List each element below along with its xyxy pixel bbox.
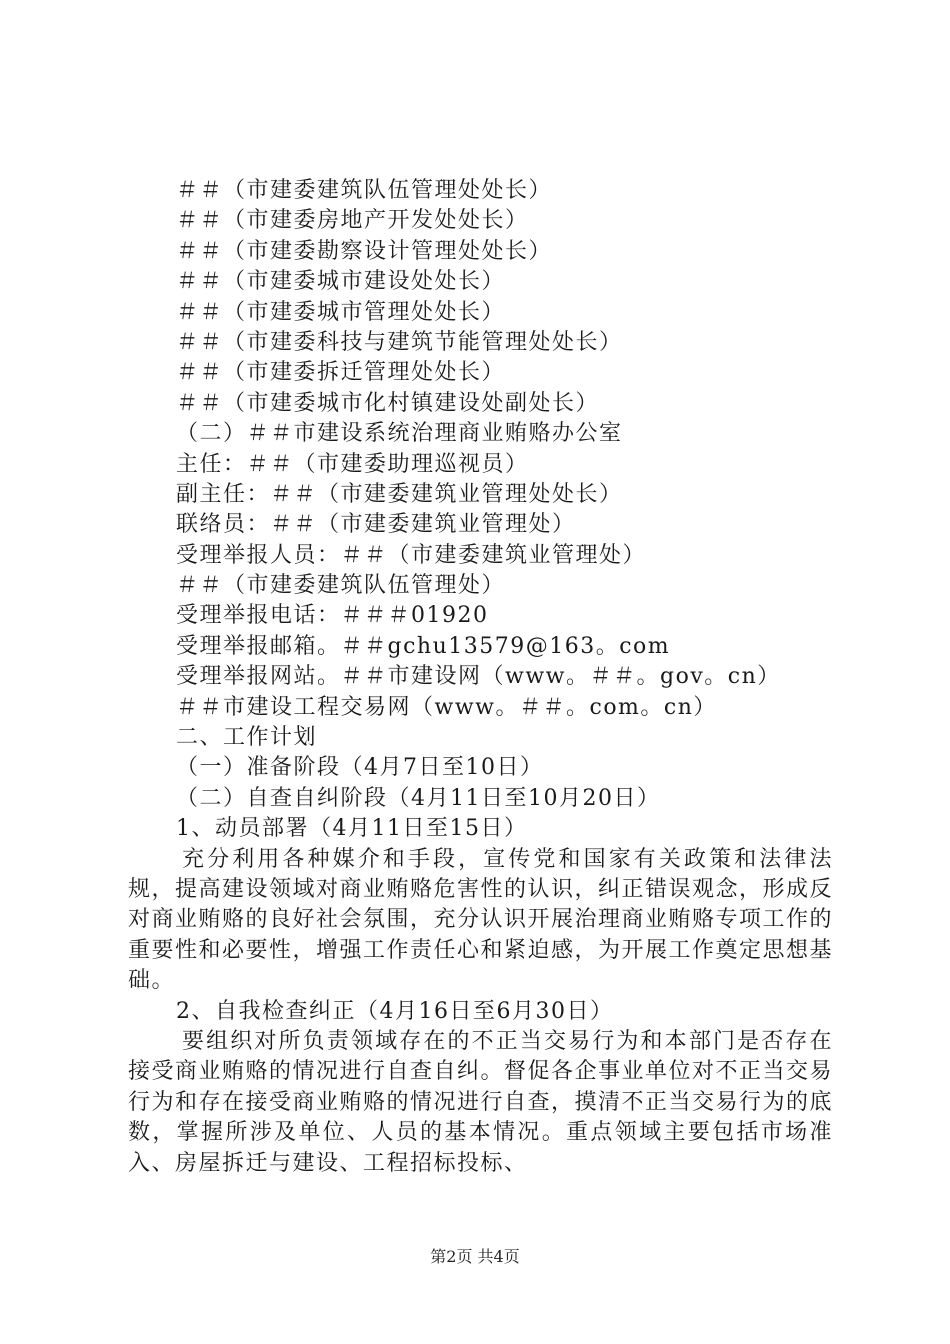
page-footer: 第2页 共4页 [430, 1247, 520, 1266]
office-email: 受理举报邮箱。＃＃gchu13579@163。com [176, 633, 671, 659]
plan-heading: 二、工作计划 [176, 725, 318, 751]
plan-step-2-text: 要组织对所负责领域存在的不正当交易行为和本部门是否存在接受商业贿赂的情况进行自查自纠。督促各企事业单位对不正当交易行为和存在接受商业贿赂的情况进行自查，摸清不正当交易行为的底数，掌握所涉及单位、人员的基本情况。重点领域主要包括市场准入、房屋拆迁与建设、工程招标投标、 [128, 1029, 834, 1176]
office-heading: （二）＃＃市建设系统治理商业贿赂办公室 [176, 421, 623, 447]
member-line: ＃＃（市建委建筑队伍管理处处长） [176, 178, 553, 203]
plan-step-1-text: 充分利用各种媒介和手段，宣传党和国家有关政策和法律法规，提高建设领域对商业贿赂危害性的认识，纠正错误观念，形成反对商业贿赂的良好社会氛围，充分认识开展治理商业贿赂专项工作的重要性和必要性，增强工作责任心和紧迫感，为开展工作奠定思想基础。 [128, 846, 834, 994]
office-website: 受理举报网站。＃＃市建设网（www。＃＃。gov。cn） [176, 664, 781, 690]
member-line: ＃＃（市建委城市管理处处长） [176, 299, 506, 325]
office-liaison: 联络员：＃＃（市建委建筑业管理处） [176, 512, 576, 538]
plan-step-2-title: 2、自我检查纠正（4月16日至6月30日） [176, 998, 614, 1024]
office-website-2: ＃＃市建设工程交易网（www。＃＃。com。cn） [176, 694, 717, 720]
office-phone: 受理举报电话：＃＃＃01920 [176, 603, 489, 629]
member-line: ＃＃（市建委勘察设计管理处处长） [176, 238, 553, 264]
member-line: ＃＃（市建委拆迁管理处处长） [176, 360, 506, 386]
office-director: 主任：＃＃（市建委助理巡视员） [176, 451, 529, 477]
member-line: ＃＃（市建委科技与建筑节能管理处处长） [176, 329, 623, 355]
office-report-staff-2: ＃＃（市建委建筑队伍管理处） [176, 573, 506, 599]
document-body [128, 176, 833, 1179]
office-report-staff: 受理举报人员：＃＃（市建委建筑业管理处） [176, 542, 647, 568]
office-deputy: 副主任：＃＃（市建委建筑业管理处处长） [176, 481, 623, 507]
member-line: ＃＃（市建委房地产开发处处长） [176, 208, 529, 234]
plan-stage-2: （二）自查自纠阶段（4月11日至10月20日） [176, 785, 661, 811]
member-line: ＃＃（市建委城市化村镇建设处副处长） [176, 390, 600, 416]
member-line: ＃＃（市建委城市建设处处长） [176, 269, 506, 295]
plan-step-1-title: 1、动员部署（4月11日至15日） [176, 816, 528, 842]
plan-stage-1: （一）准备阶段（4月7日至10日） [176, 755, 544, 781]
